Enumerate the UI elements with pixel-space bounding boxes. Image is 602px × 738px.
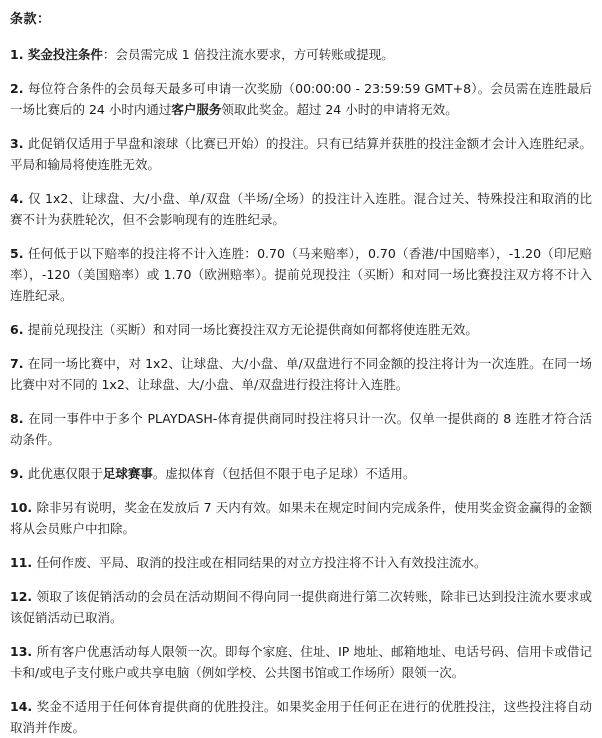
term-item xyxy=(10,243,592,306)
term-emphasis: 足球赛事 xyxy=(102,466,153,481)
term-item xyxy=(10,552,592,573)
term-number: 8. xyxy=(10,411,29,426)
term-text: 所有客户优惠活动每人限领一次。即每个家庭、住址、IP 地址、邮箱地址、电话号码、信用卡或借记卡和/或电子支付账户或共享电脑（例如学校、公共图书馆或工作场所）限领一次。 xyxy=(10,644,592,680)
term-number: 6. xyxy=(10,322,28,337)
term-lead: 奖金投注条件 xyxy=(27,47,103,62)
term-number: 14. xyxy=(10,699,37,714)
term-item xyxy=(10,497,592,539)
term-number: 10. xyxy=(10,500,37,515)
term-item xyxy=(10,408,592,450)
term-item xyxy=(10,641,592,683)
term-emphasis: 客户服务 xyxy=(171,102,222,117)
term-number: 3. xyxy=(10,136,28,151)
term-number: 2. xyxy=(10,81,29,96)
term-text: 此优惠仅限于足球赛事。虚拟体育（包括但不限于电子足球）不适用。 xyxy=(27,466,416,481)
term-number: 4. xyxy=(10,191,29,206)
term-item xyxy=(10,188,592,230)
term-text: 任何作废、平局、取消的投注或在相同结果的对立方投注将不计入有效投注流水。 xyxy=(36,555,487,570)
term-item xyxy=(10,78,592,120)
term-item xyxy=(10,44,592,65)
term-text: 提前兑现投注（买断）和对同一场比赛投注双方无论提供商如何都将使连胜无效。 xyxy=(27,322,478,337)
term-text: 任何低于以下赔率的投注将不计入连胜：0.70（马来赔率），0.70（香港/中国赔率），-1.20（印尼赔率），-120（美国赔率）或 1.70（欧洲赔率）。提前兑现投注（买断）和对同一场比赛投注双方将不计入连胜纪录。 xyxy=(10,246,592,303)
term-number: 12. xyxy=(10,589,37,604)
term-item xyxy=(10,696,592,738)
term-text: 每位符合条件的会员每天最多可申请一次奖励（00:00:00 - 23:59:59 GMT+8）。会员需在连胜最后一场比赛后的 24 小时内通过客户服务领取此奖金。超过 24 小时的申请将无效。 xyxy=(10,81,592,117)
term-item xyxy=(10,133,592,175)
term-text: 仅 1x2、让球盘、大/小盘、单/双盘（半场/全场）的投注计入连胜。混合过关、特殊投注和取消的比赛不计为获胜轮次，但不会影响现有的连胜纪录。 xyxy=(10,191,592,227)
term-number: 9. xyxy=(10,466,28,481)
term-text: 奖金不适用于任何体育提供商的优胜投注。如果奖金用于任何正在进行的优胜投注，这些投注将自动取消并作废。 xyxy=(10,699,592,735)
term-text: 此促销仅适用于早盘和滚球（比赛已开始）的投注。只有已结算并获胜的投注金额才会计入连胜纪录。平局和输局将使连胜无效。 xyxy=(10,136,592,172)
term-number: 5. xyxy=(10,246,29,261)
term-item xyxy=(10,353,592,395)
term-number: 7. xyxy=(10,356,28,371)
term-text: 在同一场比赛中，对 1x2、让球盘、大/小盘、单/双盘进行不同金额的投注将计为一次连胜。在同一场比赛中对不同的 1x2、让球盘、大/小盘、单/双盘进行投注将计入连胜。 xyxy=(10,356,592,392)
term-number: 13. xyxy=(10,644,37,659)
term-text: 除非另有说明，奖金在发放后 7 天内有效。如果未在规定时间内完成条件，使用奖金资金赢得的金额将从会员账户中扣除。 xyxy=(10,500,592,536)
terms-list xyxy=(10,44,592,738)
term-item xyxy=(10,319,592,340)
term-number: 11. xyxy=(10,555,37,570)
page-title: 条款： xyxy=(10,12,51,27)
term-item xyxy=(10,586,592,628)
term-number: 1. xyxy=(10,47,28,62)
term-item xyxy=(10,463,592,484)
term-text: ：会员需完成 1 倍投注流水要求，方可转账或提现。 xyxy=(102,47,394,62)
term-text: 在同一事件中于多个 PLAYDASH-体育提供商同时投注将只计一次。仅单一提供商的 8 连胜才符合活动条件。 xyxy=(10,411,592,447)
term-text: 领取了该促销活动的会员在活动期间不得向同一提供商进行第二次转账，除非已达到投注流水要求或该促销活动已取消。 xyxy=(10,589,592,625)
